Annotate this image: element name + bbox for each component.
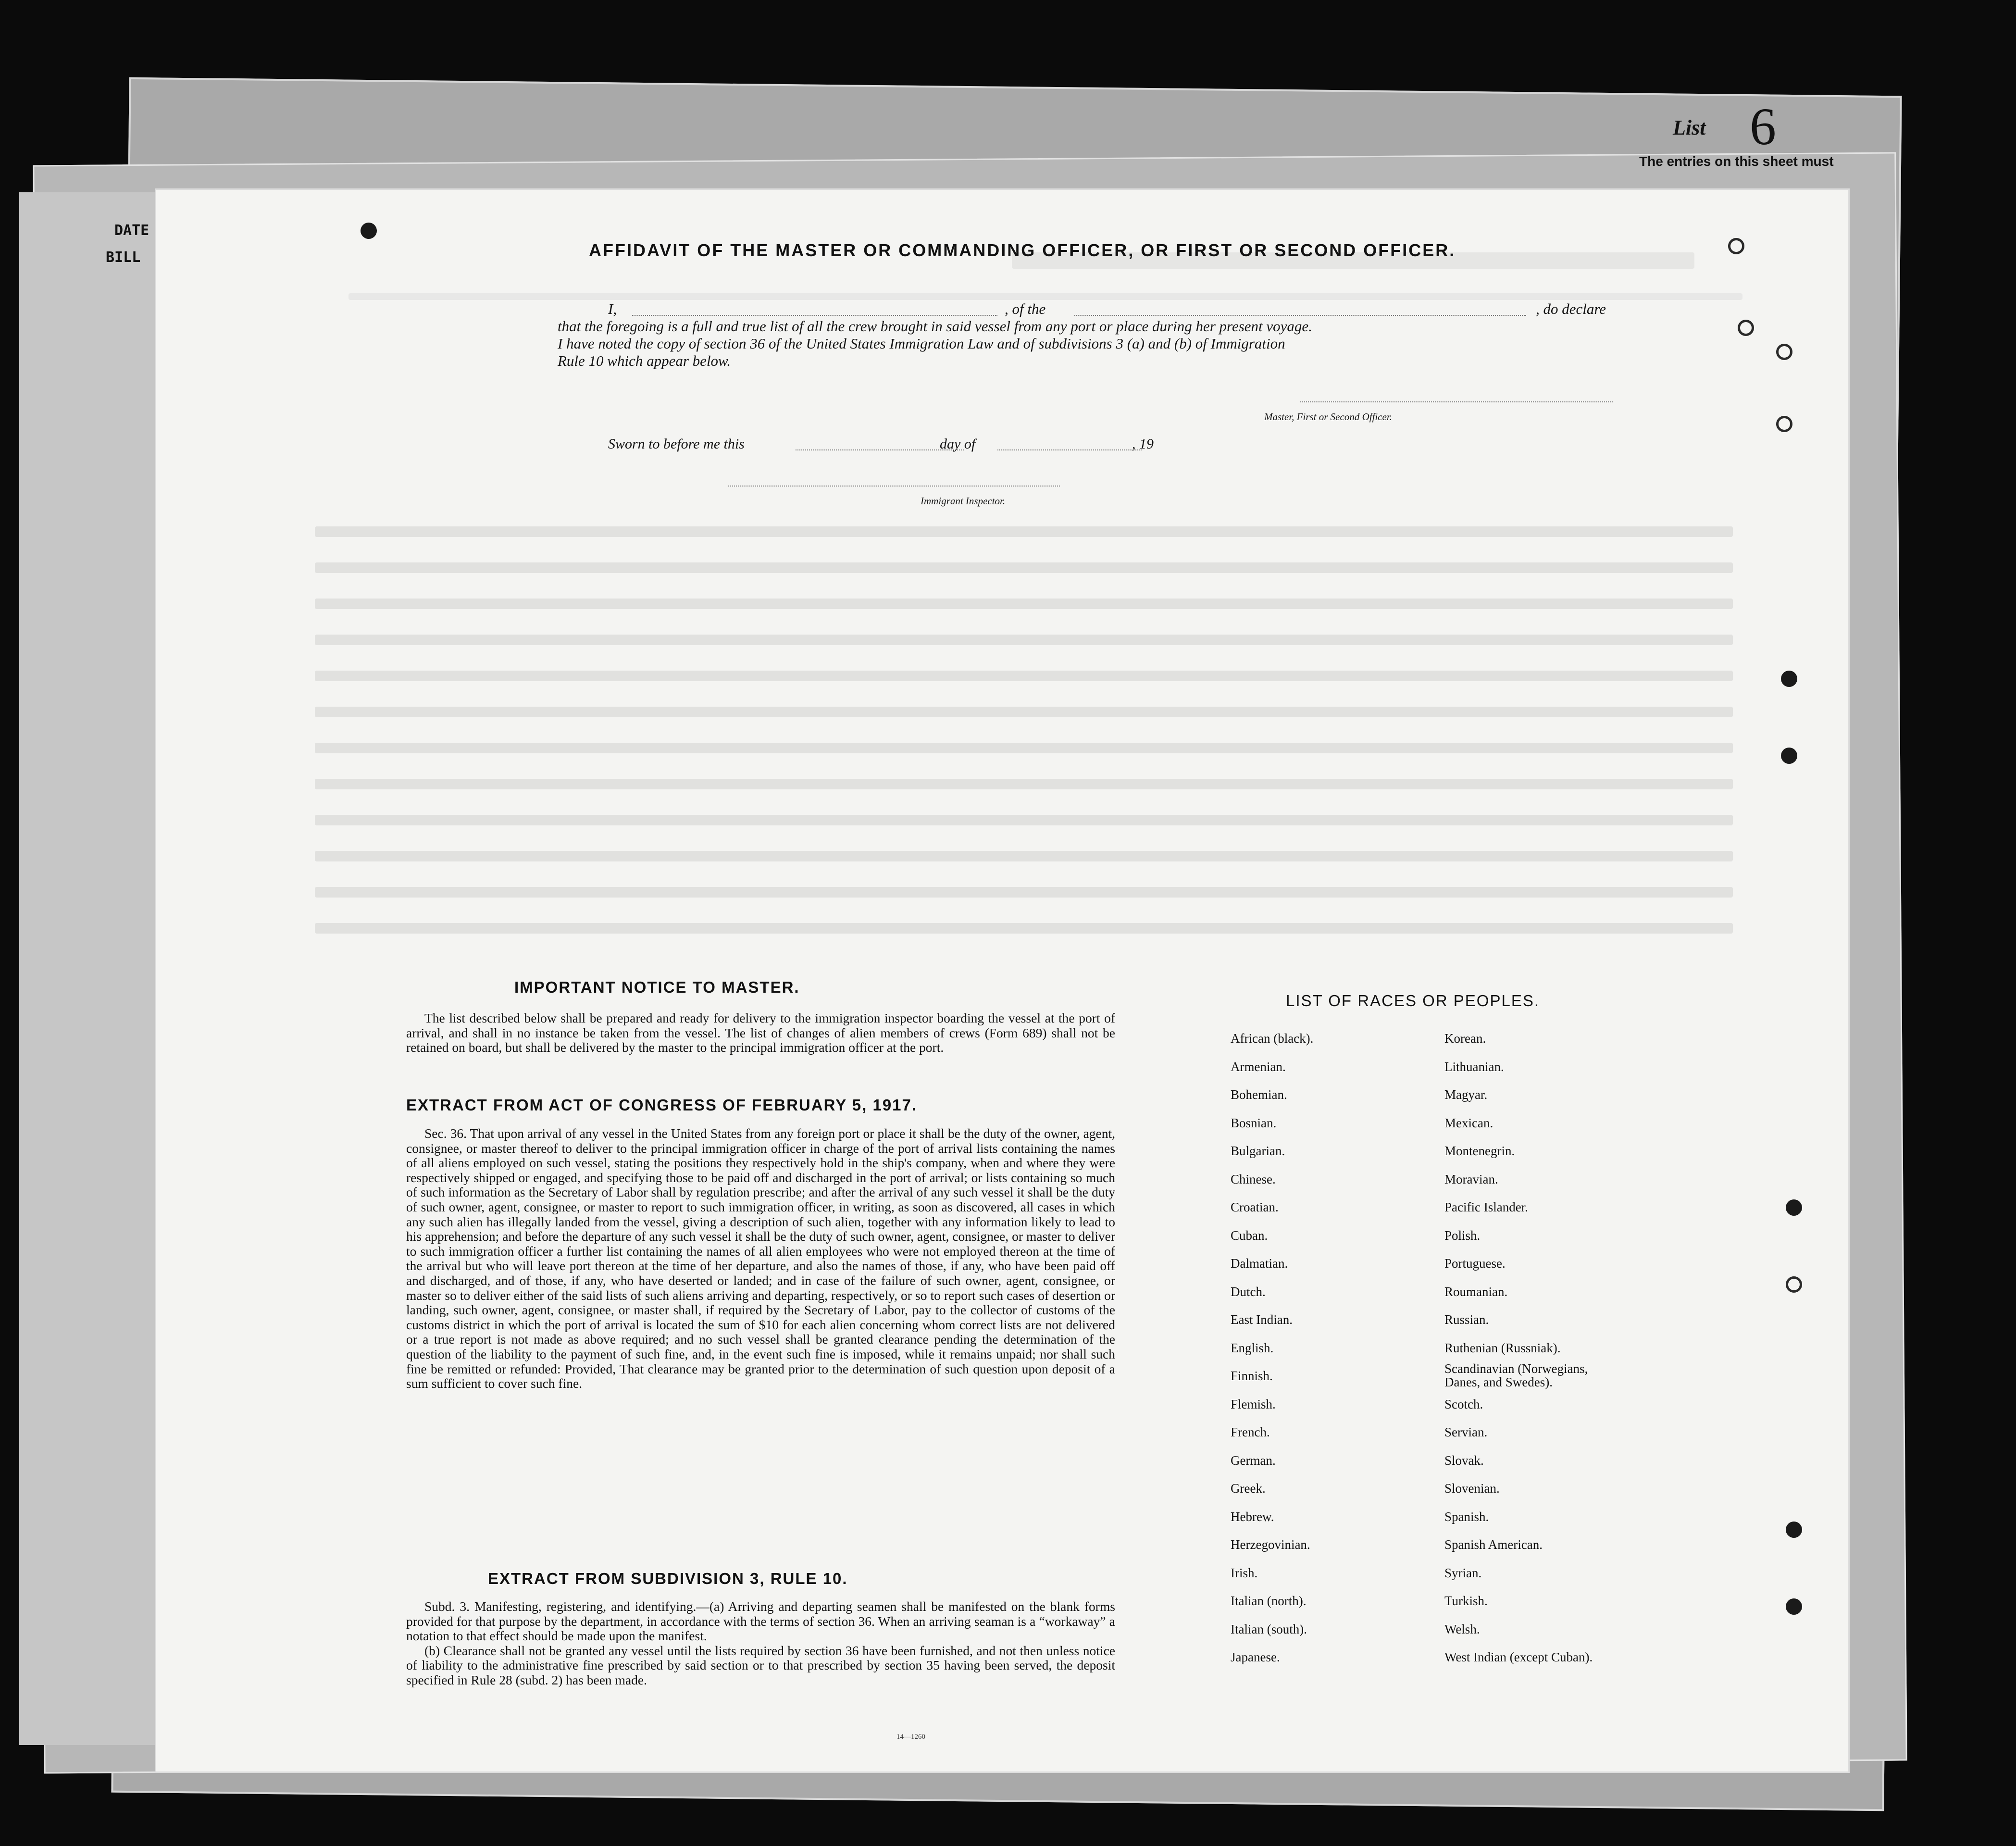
race-item: Dalmatian. [1231, 1256, 1288, 1271]
race-item: Italian (north). [1231, 1594, 1307, 1608]
punch-hole [1781, 748, 1797, 764]
race-item: Syrian. [1444, 1565, 1482, 1580]
punch-hole [1786, 1199, 1802, 1216]
show-through-row [315, 671, 1733, 681]
race-item: Pacific Islander. [1444, 1200, 1528, 1214]
race-item: Servian. [1444, 1425, 1488, 1439]
day-blank [796, 449, 964, 450]
races-title: LIST OF RACES OR PEOPLES. [1286, 992, 1540, 1010]
race-item: Slovenian. [1444, 1481, 1500, 1496]
punch-hole [361, 223, 377, 239]
sworn-text: Sworn to before me this [608, 436, 745, 452]
race-item: Scotch. [1444, 1397, 1483, 1411]
month-blank [997, 449, 1142, 450]
affidavit-title: AFFIDAVIT OF THE MASTER OR COMMANDING OFFICER, OR FIRST OR SECOND OFFICER. [589, 240, 1456, 260]
race-item: Slovak. [1444, 1453, 1484, 1468]
race-item: Polish. [1444, 1228, 1481, 1243]
race-item: Korean. [1444, 1031, 1486, 1046]
race-item: Bulgarian. [1231, 1144, 1285, 1158]
show-through-row [315, 743, 1733, 753]
race-item: Roumanian. [1444, 1284, 1508, 1299]
show-through-row [315, 526, 1733, 537]
race-item: Bosnian. [1231, 1115, 1277, 1130]
race-item: Herzegovinian. [1231, 1537, 1310, 1552]
punch-hole [1781, 671, 1797, 687]
vessel-blank [1074, 315, 1526, 316]
day-of-text: day of [940, 436, 976, 452]
race-item: Magyar. [1444, 1087, 1488, 1102]
race-item: Scandinavian (Norwegians, Danes, and Swedes). [1444, 1361, 1588, 1389]
notice-paragraph: The list described below shall be prepared and ready for delivery to the immigration inspector boarding the vessel at the port of arrival, and shall in no instance be taken from the vessel. The list of changes of alien members of crews (Form 689) shall not be retained on board, but shall be delivered by the master to the principal immigration officer at the port. [406, 1010, 1115, 1055]
race-item: Finnish. [1231, 1369, 1273, 1383]
race-item: West Indian (except Cuban). [1444, 1650, 1593, 1664]
show-through-row [315, 635, 1733, 645]
list-number: 6 [1750, 97, 1776, 156]
show-through-row [315, 887, 1733, 898]
affidavit-do-declare: , do declare [1536, 300, 1606, 317]
race-item: Chinese. [1231, 1172, 1276, 1186]
race-item: German. [1231, 1453, 1276, 1468]
race-item: Welsh. [1444, 1621, 1480, 1636]
punch-hole [1776, 344, 1792, 360]
signature-blank [1300, 401, 1613, 402]
affidavit-of-the: , of the [1005, 300, 1046, 317]
punch-hole [1776, 416, 1792, 432]
rule-extract-title: EXTRACT FROM SUBDIVISION 3, RULE 10. [488, 1570, 848, 1587]
punch-hole [1786, 1276, 1802, 1293]
stub-bill-label: BILL [106, 249, 141, 266]
race-item: Turkish. [1444, 1594, 1488, 1608]
sec-36-paragraph: Sec. 36. That upon arrival of any vessel in the United States from any foreign port or place it shall be the duty of the owner, agent, consignee, or master thereof to deliver to the principal immigration officer in charge of the port of arrival lists containing the names of all aliens employed on such vessel, stating the positions they respectively hold in the ship's company, when and where they were respectively shipped or engaged, and specifying those to be paid off and discharged in the port of arrival; or lists containing so much of such information as the Secretary of Labor shall by regulation prescribe; and after the arrival of any such vessel it shall be the duty of such owner, agent, consignee, or master to report to such immigration officer, in writing, as soon as discovered, all cases in which any such alien has illegally landed from the vessel, giving a description of such alien, together with any information likely to lead to his apprehension; and before the departure of any such vessel it shall be the duty of such owner, agent, consignee, or master to deliver to such immigration officer a further list containing the names of all alien employees who were not employed thereon at the time of the arrival but who will leave port thereon at the time of her departure, and also the names of those, if any, who have been paid off and discharged, and of those, if any, who have deserted or landed; and in case of the failure of such owner, agent, consignee, or master so to deliver either of the said lists of such aliens arriving and departing, respectively, or so to report such cases of desertion or landing, such owner, agent, consignee, or master shall, if required by the Secretary of Labor, pay to the collector of customs of the customs district in which the port of arrival is located the sum of $10 for each alien concerning whom correct lists are not delivered or a true report is not made as above required; and no such vessel shall be granted clearance pending the determination of the question of the liability to the payment of such fine, and, in the event such fine is imposed, while it remains unpaid; nor shall such fine be remitted or refunded: Provided, That clearance may be granted prior to the determination of such question upon deposit of a sum sufficient to cover such fine. [406, 1126, 1115, 1391]
race-item: Ruthenian (Russniak). [1444, 1340, 1561, 1355]
race-item: Lithuanian. [1444, 1059, 1504, 1074]
race-item: Dutch. [1231, 1284, 1266, 1299]
act-extract-body [406, 1126, 1115, 1391]
notice-body [406, 1011, 1115, 1055]
affidavit-i: I, [608, 300, 617, 317]
name-blank [632, 315, 997, 316]
race-item: African (black). [1231, 1031, 1314, 1046]
race-item: East Indian. [1231, 1312, 1293, 1327]
list-label: List [1673, 116, 1706, 139]
show-through-row [315, 923, 1733, 934]
punch-hole [1786, 1522, 1802, 1538]
stub-date-label: DATE [114, 222, 149, 239]
punch-hole [1738, 320, 1754, 336]
race-item: Cuban. [1231, 1228, 1268, 1243]
corner-note: The entries on this sheet must [1639, 154, 1834, 169]
year-text: , 19 [1132, 436, 1154, 452]
race-item: Hebrew. [1231, 1509, 1274, 1524]
race-item: Mexican. [1444, 1115, 1493, 1130]
form-code: 14—1260 [896, 1733, 925, 1741]
race-item: Spanish. [1444, 1509, 1489, 1524]
show-through-row [315, 851, 1733, 861]
race-item: Japanese. [1231, 1650, 1280, 1664]
race-item: Russian. [1444, 1312, 1489, 1327]
race-item: Armenian. [1231, 1059, 1286, 1074]
race-item: Croatian. [1231, 1200, 1279, 1214]
rule-extract-body [406, 1599, 1115, 1688]
punch-hole [1786, 1598, 1802, 1615]
affidavit-line-4: Rule 10 which appear below. [558, 352, 731, 369]
show-through-row [315, 815, 1733, 825]
act-extract-title: EXTRACT FROM ACT OF CONGRESS OF FEBRUARY 5, 1917. [406, 1096, 918, 1114]
show-through-row [315, 599, 1733, 609]
affidavit-line-3: I have noted the copy of section 36 of the United States Immigration Law and of subdivisions 3 (a) and (b) of Immigration [558, 335, 1285, 352]
show-through-subheading [348, 293, 1742, 300]
inspector-label: Immigrant Inspector. [921, 495, 1006, 507]
master-label: Master, First or Second Officer. [1264, 411, 1392, 423]
race-item: Spanish American. [1444, 1537, 1543, 1552]
race-item: English. [1231, 1340, 1274, 1355]
notice-title: IMPORTANT NOTICE TO MASTER. [514, 978, 800, 996]
race-item: Montenegrin. [1444, 1144, 1515, 1158]
race-item: Portuguese. [1444, 1256, 1506, 1271]
punch-hole [1728, 238, 1744, 254]
subd-3a-paragraph: Subd. 3. Manifesting, registering, and identifying.—(a) Arriving and departing seamen shall be manifested on the blank forms provided for that purpose by the department, in accordance with the terms of section 36. When an arriving seaman is a “workaway” a notation to that effect should be made upon the manifest. [406, 1599, 1115, 1644]
form-sheet [156, 190, 1848, 1771]
affidavit-line-2: that the foregoing is a full and true list of all the crew brought in said vessel from any port or place during her present voyage. [558, 318, 1312, 335]
subd-3b-paragraph: (b) Clearance shall not be granted any vessel until the lists required by section 36 have been furnished, and not then unless notice of liability to the administrative fine prescribed by said section or to that prescribed by section 35 having been served, the deposit specified in Rule 28 (subd. 2) has been made. [406, 1643, 1115, 1687]
race-item: French. [1231, 1425, 1270, 1439]
race-item: Irish. [1231, 1565, 1258, 1580]
race-item: Italian (south). [1231, 1621, 1307, 1636]
race-item: Bohemian. [1231, 1087, 1287, 1102]
show-through-row [315, 779, 1733, 789]
show-through-row [315, 707, 1733, 717]
race-item: Moravian. [1444, 1172, 1498, 1186]
show-through-row [315, 562, 1733, 573]
race-item: Greek. [1231, 1481, 1266, 1496]
race-item: Flemish. [1231, 1397, 1276, 1411]
